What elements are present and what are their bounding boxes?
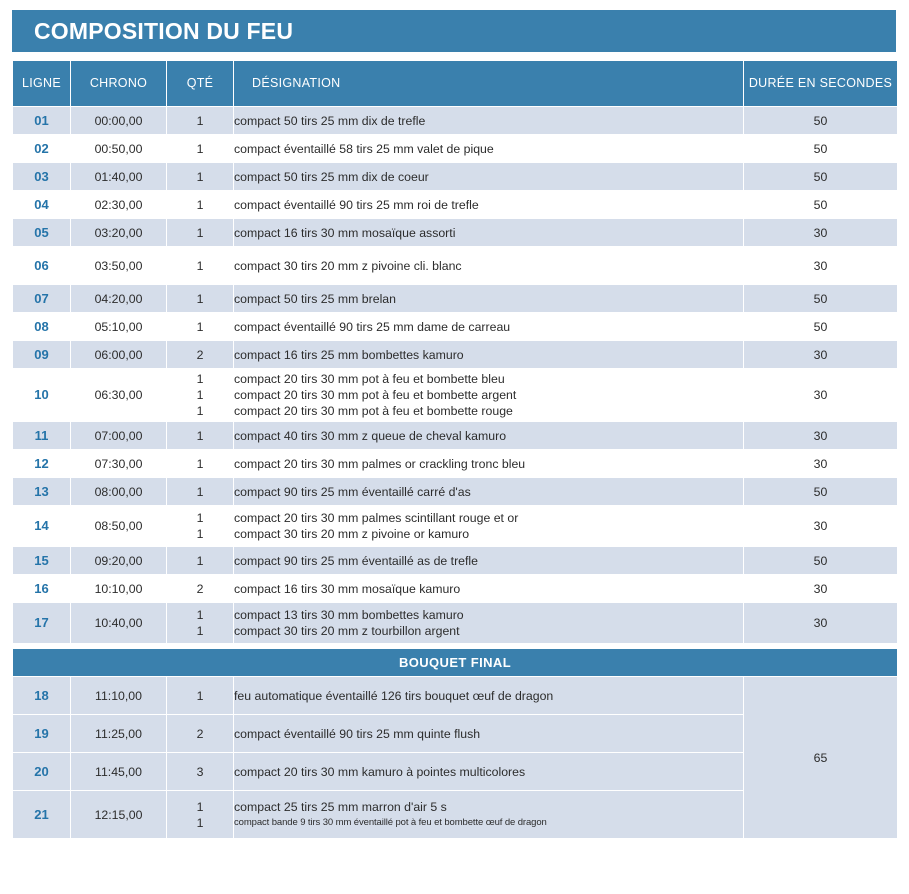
cell-chrono: 07:30,00 (71, 450, 166, 477)
cell-duree: 50 (744, 478, 897, 505)
table-row (13, 219, 897, 246)
cell-designation: compact 50 tirs 25 mm dix de trefle (234, 107, 743, 134)
cell-duree: 50 (744, 313, 897, 340)
table-row (13, 135, 897, 162)
cell-ligne: 19 (13, 715, 70, 752)
cell-ligne: 10 (13, 369, 70, 421)
cell-ligne: 01 (13, 107, 70, 134)
cell-ligne: 09 (13, 341, 70, 368)
cell-ligne: 20 (13, 753, 70, 790)
cell-ligne: 14 (13, 506, 70, 546)
cell-qte: 1 (167, 285, 233, 312)
cell-qte: 1 1 (167, 506, 233, 546)
firework-composition-table (12, 60, 898, 839)
cell-ligne: 06 (13, 247, 70, 284)
section-spacer (13, 644, 897, 648)
cell-chrono: 06:30,00 (71, 369, 166, 421)
cell-qte: 2 (167, 341, 233, 368)
cell-duree: 50 (744, 191, 897, 218)
table-body (13, 107, 897, 838)
cell-designation: compact 40 tirs 30 mm z queue de cheval kamuro (234, 422, 743, 449)
cell-duree: 50 (744, 107, 897, 134)
table-row (13, 575, 897, 602)
cell-designation: compact 20 tirs 30 mm palmes or crackling tronc bleu (234, 450, 743, 477)
cell-chrono: 00:00,00 (71, 107, 166, 134)
cell-ligne: 15 (13, 547, 70, 574)
cell-qte: 1 (167, 135, 233, 162)
table-row (13, 163, 897, 190)
page-title-bar (12, 10, 896, 52)
cell-qte: 1 (167, 163, 233, 190)
cell-chrono: 10:10,00 (71, 575, 166, 602)
table-row (13, 313, 897, 340)
cell-chrono: 10:40,00 (71, 603, 166, 643)
cell-designation: compact 20 tirs 30 mm kamuro à pointes multicolores (234, 753, 743, 790)
cell-chrono: 11:25,00 (71, 715, 166, 752)
cell-designation: compact éventaillé 90 tirs 25 mm roi de trefle (234, 191, 743, 218)
cell-ligne: 18 (13, 677, 70, 714)
cell-qte: 1 (167, 677, 233, 714)
cell-chrono: 01:40,00 (71, 163, 166, 190)
table-header-row (13, 61, 897, 106)
cell-duree: 30 (744, 247, 897, 284)
cell-ligne: 04 (13, 191, 70, 218)
column-header-ligne: LIGNE (13, 61, 70, 106)
cell-chrono: 06:00,00 (71, 341, 166, 368)
cell-duree: 50 (744, 163, 897, 190)
cell-designation: compact 50 tirs 25 mm dix de coeur (234, 163, 743, 190)
cell-duree-merged: 65 (744, 677, 897, 838)
table-row (13, 547, 897, 574)
cell-chrono: 08:50,00 (71, 506, 166, 546)
cell-qte: 1 (167, 247, 233, 284)
cell-chrono: 04:20,00 (71, 285, 166, 312)
cell-qte: 1 (167, 547, 233, 574)
cell-chrono: 11:10,00 (71, 677, 166, 714)
cell-chrono: 03:20,00 (71, 219, 166, 246)
cell-qte: 2 (167, 575, 233, 602)
table-row (13, 506, 897, 546)
cell-qte: 1 (167, 107, 233, 134)
cell-designation: compact 20 tirs 30 mm palmes scintillant rouge et or compact 30 tirs 20 mm z pivoine or kamuro (234, 506, 743, 546)
cell-ligne: 08 (13, 313, 70, 340)
table-row (13, 107, 897, 134)
table-row (13, 369, 897, 421)
column-header-duree: DURÉE EN SECONDES (744, 61, 897, 106)
cell-designation: compact 25 tirs 25 mm marron d'air 5 s compact bande 9 tirs 30 mm éventaillé pot à feu et bombette œuf de dragon (234, 791, 743, 838)
cell-duree: 50 (744, 135, 897, 162)
table-row (13, 191, 897, 218)
table-row (13, 247, 897, 284)
cell-qte: 1 (167, 478, 233, 505)
cell-designation: compact 30 tirs 20 mm z pivoine cli. blanc (234, 247, 743, 284)
cell-chrono: 09:20,00 (71, 547, 166, 574)
cell-ligne: 11 (13, 422, 70, 449)
cell-designation: compact 90 tirs 25 mm éventaillé carré d'as (234, 478, 743, 505)
cell-duree: 30 (744, 369, 897, 421)
cell-designation: compact 16 tirs 30 mm mosaïque assorti (234, 219, 743, 246)
cell-chrono: 08:00,00 (71, 478, 166, 505)
cell-designation: feu automatique éventaillé 126 tirs bouquet œuf de dragon (234, 677, 743, 714)
table-row (13, 450, 897, 477)
cell-qte: 1 (167, 313, 233, 340)
cell-ligne: 05 (13, 219, 70, 246)
cell-qte: 1 (167, 422, 233, 449)
cell-duree: 30 (744, 506, 897, 546)
table-row (13, 422, 897, 449)
cell-duree: 50 (744, 547, 897, 574)
cell-designation: compact éventaillé 90 tirs 25 mm quinte flush (234, 715, 743, 752)
table-row (13, 677, 897, 714)
cell-chrono: 00:50,00 (71, 135, 166, 162)
cell-designation: compact 16 tirs 25 mm bombettes kamuro (234, 341, 743, 368)
cell-duree: 30 (744, 575, 897, 602)
column-header-designation: DÉSIGNATION (234, 61, 743, 106)
cell-ligne: 16 (13, 575, 70, 602)
cell-ligne: 21 (13, 791, 70, 838)
cell-designation: compact 50 tirs 25 mm brelan (234, 285, 743, 312)
table-header (13, 61, 897, 106)
cell-duree: 50 (744, 285, 897, 312)
cell-duree: 30 (744, 603, 897, 643)
cell-ligne: 17 (13, 603, 70, 643)
cell-qte: 1 (167, 219, 233, 246)
cell-qte: 1 1 1 (167, 369, 233, 421)
cell-duree: 30 (744, 450, 897, 477)
section-band-bouquet-final: BOUQUET FINAL (13, 649, 897, 676)
cell-qte: 1 (167, 450, 233, 477)
table-row (13, 478, 897, 505)
page-title: COMPOSITION DU FEU (34, 17, 294, 44)
cell-ligne: 07 (13, 285, 70, 312)
cell-qte: 1 1 (167, 603, 233, 643)
column-header-chrono: CHRONO (71, 61, 166, 106)
cell-designation: compact 13 tirs 30 mm bombettes kamuro compact 30 tirs 20 mm z tourbillon argent (234, 603, 743, 643)
cell-chrono: 12:15,00 (71, 791, 166, 838)
cell-designation: compact 90 tirs 25 mm éventaillé as de trefle (234, 547, 743, 574)
cell-ligne: 02 (13, 135, 70, 162)
table-row (13, 603, 897, 643)
cell-chrono: 05:10,00 (71, 313, 166, 340)
cell-duree: 30 (744, 341, 897, 368)
cell-qte: 3 (167, 753, 233, 790)
cell-chrono: 02:30,00 (71, 191, 166, 218)
column-header-qte: QTÉ (167, 61, 233, 106)
cell-chrono: 07:00,00 (71, 422, 166, 449)
cell-designation: compact 16 tirs 30 mm mosaïque kamuro (234, 575, 743, 602)
cell-qte: 2 (167, 715, 233, 752)
cell-duree: 30 (744, 219, 897, 246)
cell-designation: compact éventaillé 90 tirs 25 mm dame de carreau (234, 313, 743, 340)
cell-qte: 1 1 (167, 791, 233, 838)
cell-chrono: 03:50,00 (71, 247, 166, 284)
cell-ligne: 12 (13, 450, 70, 477)
cell-chrono: 11:45,00 (71, 753, 166, 790)
table-row (13, 341, 897, 368)
cell-ligne: 03 (13, 163, 70, 190)
cell-designation: compact 20 tirs 30 mm pot à feu et bombette bleu compact 20 tirs 30 mm pot à feu et bombette argent compact 20 tirs 30 mm pot à feu et bombette rouge (234, 369, 743, 421)
section-band-row (13, 649, 897, 676)
cell-duree: 30 (744, 422, 897, 449)
cell-ligne: 13 (13, 478, 70, 505)
cell-designation: compact éventaillé 58 tirs 25 mm valet de pique (234, 135, 743, 162)
table-row (13, 285, 897, 312)
cell-qte: 1 (167, 191, 233, 218)
